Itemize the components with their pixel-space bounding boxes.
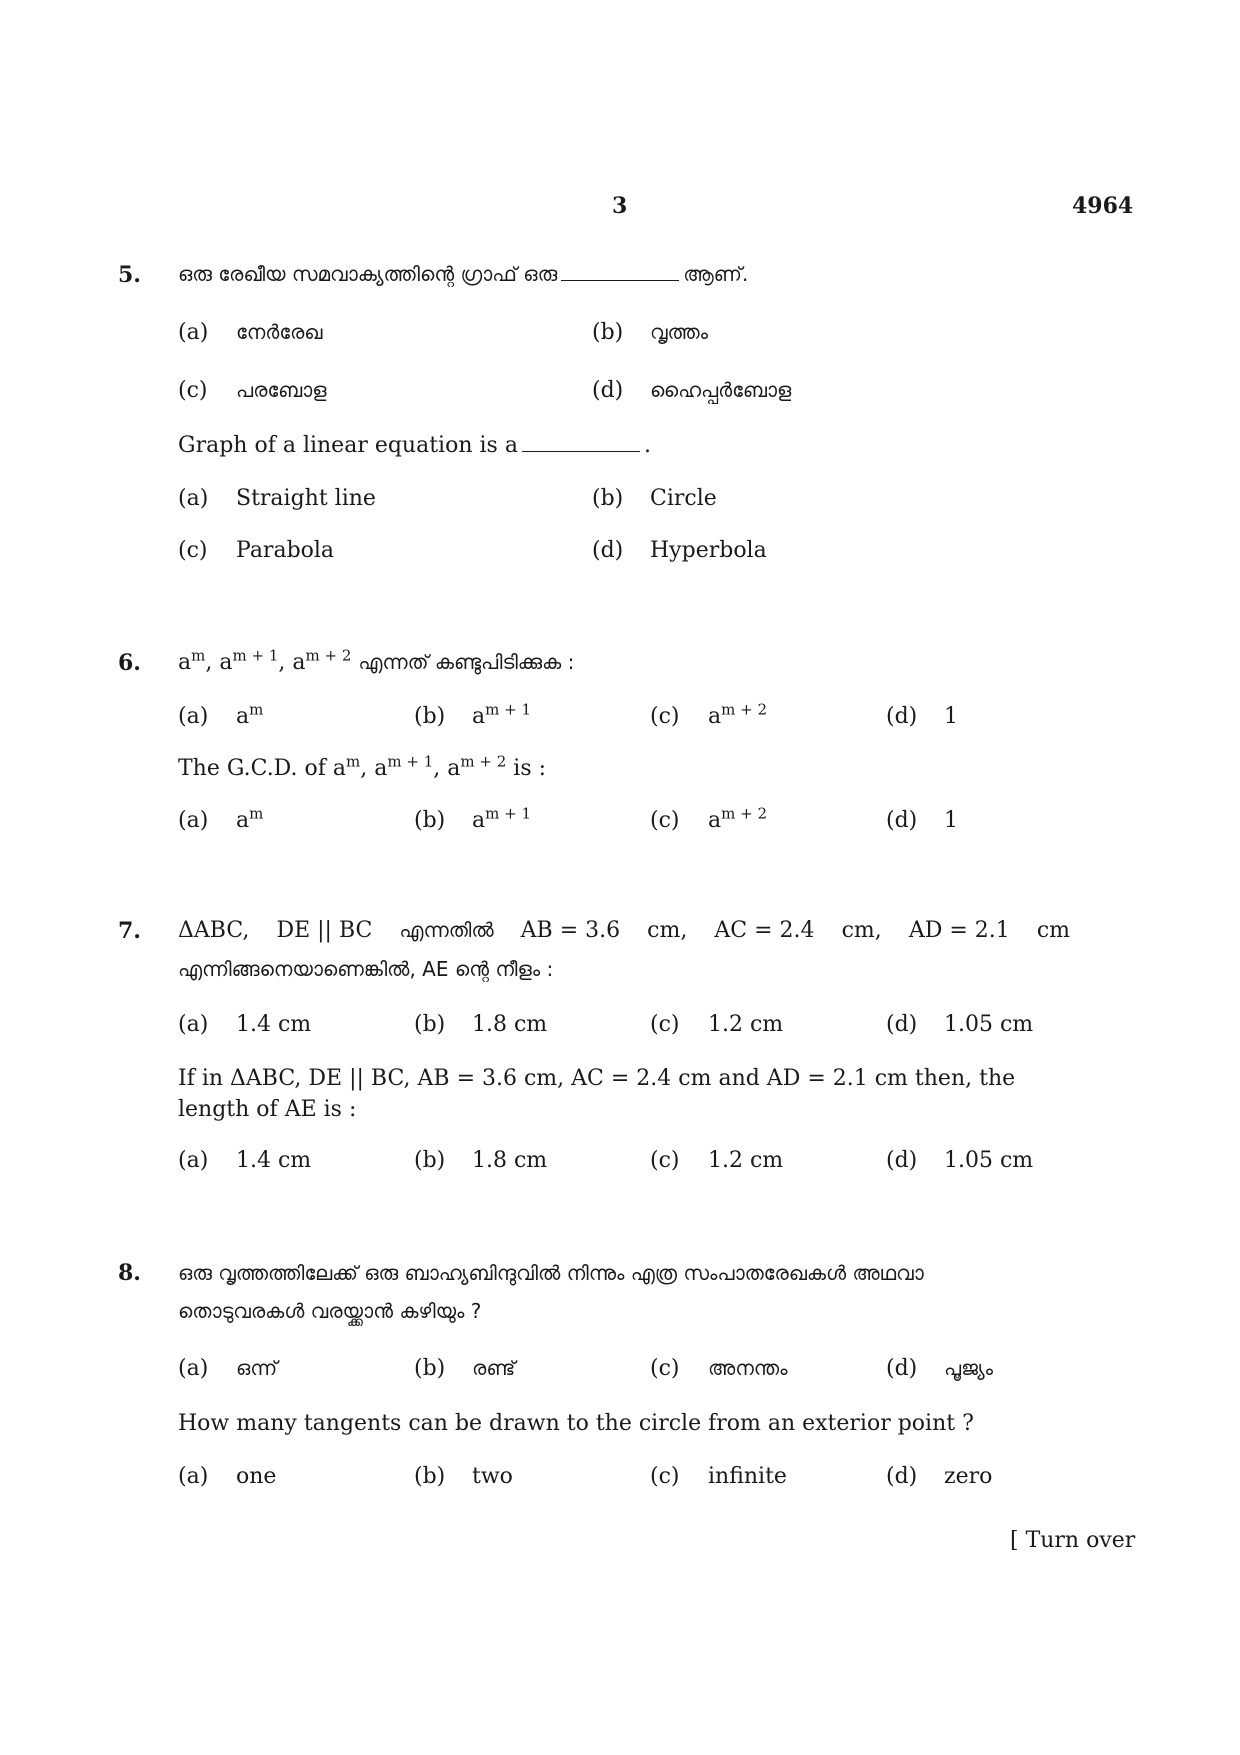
- option: (a) ഒന്ന്: [178, 1356, 278, 1381]
- question-text-part: .: [643, 433, 651, 458]
- question-text-ml-line2: എന്നിങ്ങനെയാണെങ്കിൽ, AE ന്റെ നീളം :: [178, 957, 554, 981]
- option: (b) രണ്ട്: [414, 1356, 516, 1381]
- option: (a) $a^m$: [178, 700, 264, 729]
- option: (b) $a^{m + 1}$: [414, 804, 531, 833]
- option: (c) അനന്തം: [650, 1356, 788, 1381]
- option: (c) 1.2 cm: [650, 1012, 784, 1037]
- option: (c) Parabola: [178, 538, 335, 563]
- question-text-ml: ഒരു വൃത്തത്തിലേക്ക് ഒരു ബാഹ്യബിന്ദുവിൽ നിന്നും എത്ര സംപാതരേഖകൾ അഥവാ: [178, 1261, 924, 1285]
- option: (d) Hyperbola: [592, 538, 767, 563]
- option: (b) two: [414, 1464, 513, 1489]
- option: (a) 1.4 cm: [178, 1148, 312, 1173]
- option: (a) നേർരേഖ: [178, 320, 323, 345]
- question-number: 6.: [118, 650, 141, 676]
- paper-code: 4964: [1072, 193, 1134, 219]
- option: (a) 1.4 cm: [178, 1012, 312, 1037]
- option: (b) 1.8 cm: [414, 1012, 548, 1037]
- option: (d) 1.05 cm: [886, 1012, 1034, 1037]
- question-text-en: [178, 433, 651, 458]
- question-text-ml: $a^m$, $a^{m + 1}$, $a^{m + 2}$ എന്നത് കണ്ടുപിടിക്കുക :: [178, 646, 575, 675]
- question-text-part: ആണ്.: [683, 262, 749, 286]
- option: (b) 1.8 cm: [414, 1148, 548, 1173]
- answer-blank: [561, 279, 679, 281]
- turn-over-note: [ Turn over: [1010, 1528, 1136, 1553]
- option: (b) വൃത്തം: [592, 320, 709, 345]
- option: (d) 1: [886, 704, 958, 729]
- option: (a) Straight line: [178, 486, 376, 511]
- option: (a) $a^m$: [178, 804, 264, 833]
- question-text-part: Graph of a linear equation is a: [178, 433, 518, 458]
- option: (d) 1.05 cm: [886, 1148, 1034, 1173]
- option: (d) പൂജ്യം: [886, 1356, 994, 1381]
- option: (c) $a^{m + 2}$: [650, 700, 767, 729]
- question-text-en: The G.C.D. of $a^m$, $a^{m + 1}$, $a^{m + 2}$ is :: [178, 752, 547, 781]
- question-text-en: How many tangents can be drawn to the circle from an exterior point ?: [178, 1411, 974, 1436]
- option: (c) പരബോള: [178, 378, 327, 403]
- question-text-ml-line2: തൊടുവരകൾ വരയ്ക്കാൻ കഴിയും ?: [178, 1299, 482, 1323]
- option: (c) infinite: [650, 1464, 787, 1489]
- question-text-ml: ΔABC, DE || BC എന്നതിൽ AB = 3.6 cm, AC = 2.4 cm, AD = 2.1 cm: [178, 918, 1070, 943]
- question-number: 7.: [118, 918, 141, 944]
- option: (d) zero: [886, 1464, 993, 1489]
- answer-blank: [522, 450, 640, 452]
- question-text-part: ഒരു രേഖീയ സമവാക്യത്തിന്റെ ഗ്രാഫ് ഒരു: [178, 262, 558, 286]
- option: (a) one: [178, 1464, 277, 1489]
- option: (b) $a^{m + 1}$: [414, 700, 531, 729]
- option: (d) 1: [886, 808, 958, 833]
- question-number: 5.: [118, 262, 141, 288]
- page-number: 3: [612, 193, 628, 219]
- question-text-ml: [178, 262, 748, 287]
- option: (c) 1.2 cm: [650, 1148, 784, 1173]
- option: (c) $a^{m + 2}$: [650, 804, 767, 833]
- option: (b) Circle: [592, 486, 717, 511]
- question-number: 8.: [118, 1260, 141, 1286]
- question-text-en: If in ΔABC, DE || BC, AB = 3.6 cm, AC = 2.4 cm and AD = 2.1 cm then, the length of AE is :: [178, 1066, 1016, 1122]
- option: (d) ഹൈപ്പർബോള: [592, 378, 792, 403]
